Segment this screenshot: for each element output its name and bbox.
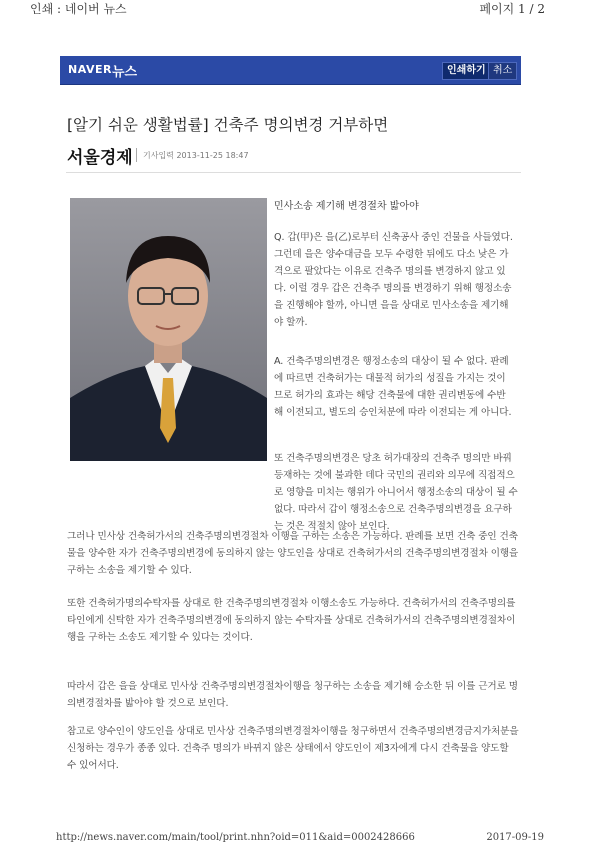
press-name: 서울경제: [67, 148, 133, 168]
author-photo: [70, 198, 267, 461]
article-paragraph: 참고로 양수인이 양도인을 상대로 민사상 건축주명의변경절차이행을 청구하면서 건축주명의변경금지가처분을 신청하는 경우가 종종 있다. 건축주 명의가 바뀌지 않은 상태에서 양도인이 제3자에게 다시 건축물을 양도할 수 있어서다.: [67, 726, 519, 771]
news-section-label[interactable]: 뉴스: [112, 65, 138, 80]
article-paragraph: 그러나 민사상 건축허가서의 건축주명의변경절차 이행을 구하는 소송은 가능하다. 판례를 보면 건축 중인 건축물을 양수한 자가 건축주명의변경에 동의하지 않는 양도인을 상대로 건축허가서의 건축주명의변경절차 이행을 구하는 소송을 제기할 수 있다.: [67, 531, 519, 576]
article-paragraph: 따라서 갑은 을을 상대로 민사상 건축주명의변경절차이행을 청구하는 소송을 제기해 승소한 뒤 이를 근거로 명의변경절차를 밟아야 할 것으로 보인다.: [67, 681, 518, 709]
print-button[interactable]: 인쇄하기: [442, 62, 491, 80]
print-footer-date: 2017-09-19: [486, 832, 544, 843]
article-paragraph: 또 건축주명의변경은 당초 허가대장의 건축주 명의만 바꿔 등재하는 것에 불과한 데다 국민의 권리와 의무에 직접적으로 영향을 미치는 행위가 아니어서 행정소송의 대상이 될 수 없다. 따라서 갑이 행정소송으로 건축주명의변경을 요구하는 것은 적절치 않아 보인다.: [274, 453, 518, 532]
naver-news-bar: [60, 56, 521, 85]
cancel-button[interactable]: 취소: [488, 62, 517, 80]
article-paragraph: Q. 갑(甲)은 을(乙)로부터 신축공사 중인 건물을 사들였다. 그런데 을은 양수대금을 모두 수령한 뒤에도 다소 낮은 가격으로 팔았다는 이유로 건축주 명의를 변경하지 않고 있다. 이럴 경우 갑은 건축주 명의를 변경하기 위해 행정소송을 진행해야 할까, 아니면 을을 상대로 민사소송을 제기해야 할까.: [274, 232, 513, 328]
article-subhead: 민사소송 제기해 변경절차 밟아야: [274, 201, 419, 212]
naver-logo[interactable]: NAVER: [68, 63, 112, 76]
print-page-number: 페이지 1 / 2: [479, 2, 545, 16]
article-headline: [알기 쉬운 생활법률] 건축주 명의변경 거부하면: [67, 116, 389, 134]
print-footer-url: http://news.naver.com/main/tool/print.nhn?oid=011&aid=0002428666: [56, 832, 415, 843]
article-dateline: 기사입력 2013-11-25 18:47: [143, 151, 249, 160]
article-paragraph: 또한 건축허가명의수탁자를 상대로 한 건축주명의변경절차 이행소송도 가능하다. 건축허가서의 건축주명의를 타인에게 신탁한 자가 건축주명의변경에 동의하지 않는 수탁자를 상대로 건축허가서의 건축주명의변경절차이행을 구하는 소송도 제기할 수 있다는 것이다.: [67, 598, 516, 643]
press-separator: [136, 148, 137, 162]
header-divider: [66, 172, 521, 173]
print-header-title: 인쇄 : 네이버 뉴스: [30, 2, 127, 16]
article-paragraph: A. 건축주명의변경은 행정소송의 대상이 될 수 없다. 판례에 따르면 건축허가는 대물적 허가의 성질을 가지는 것이므로 허가의 효과는 해당 건축물에 대한 권리변동에 수반해 이전되고, 별도의 승인처분에 따라 이전되는 게 아니다.: [274, 356, 512, 418]
